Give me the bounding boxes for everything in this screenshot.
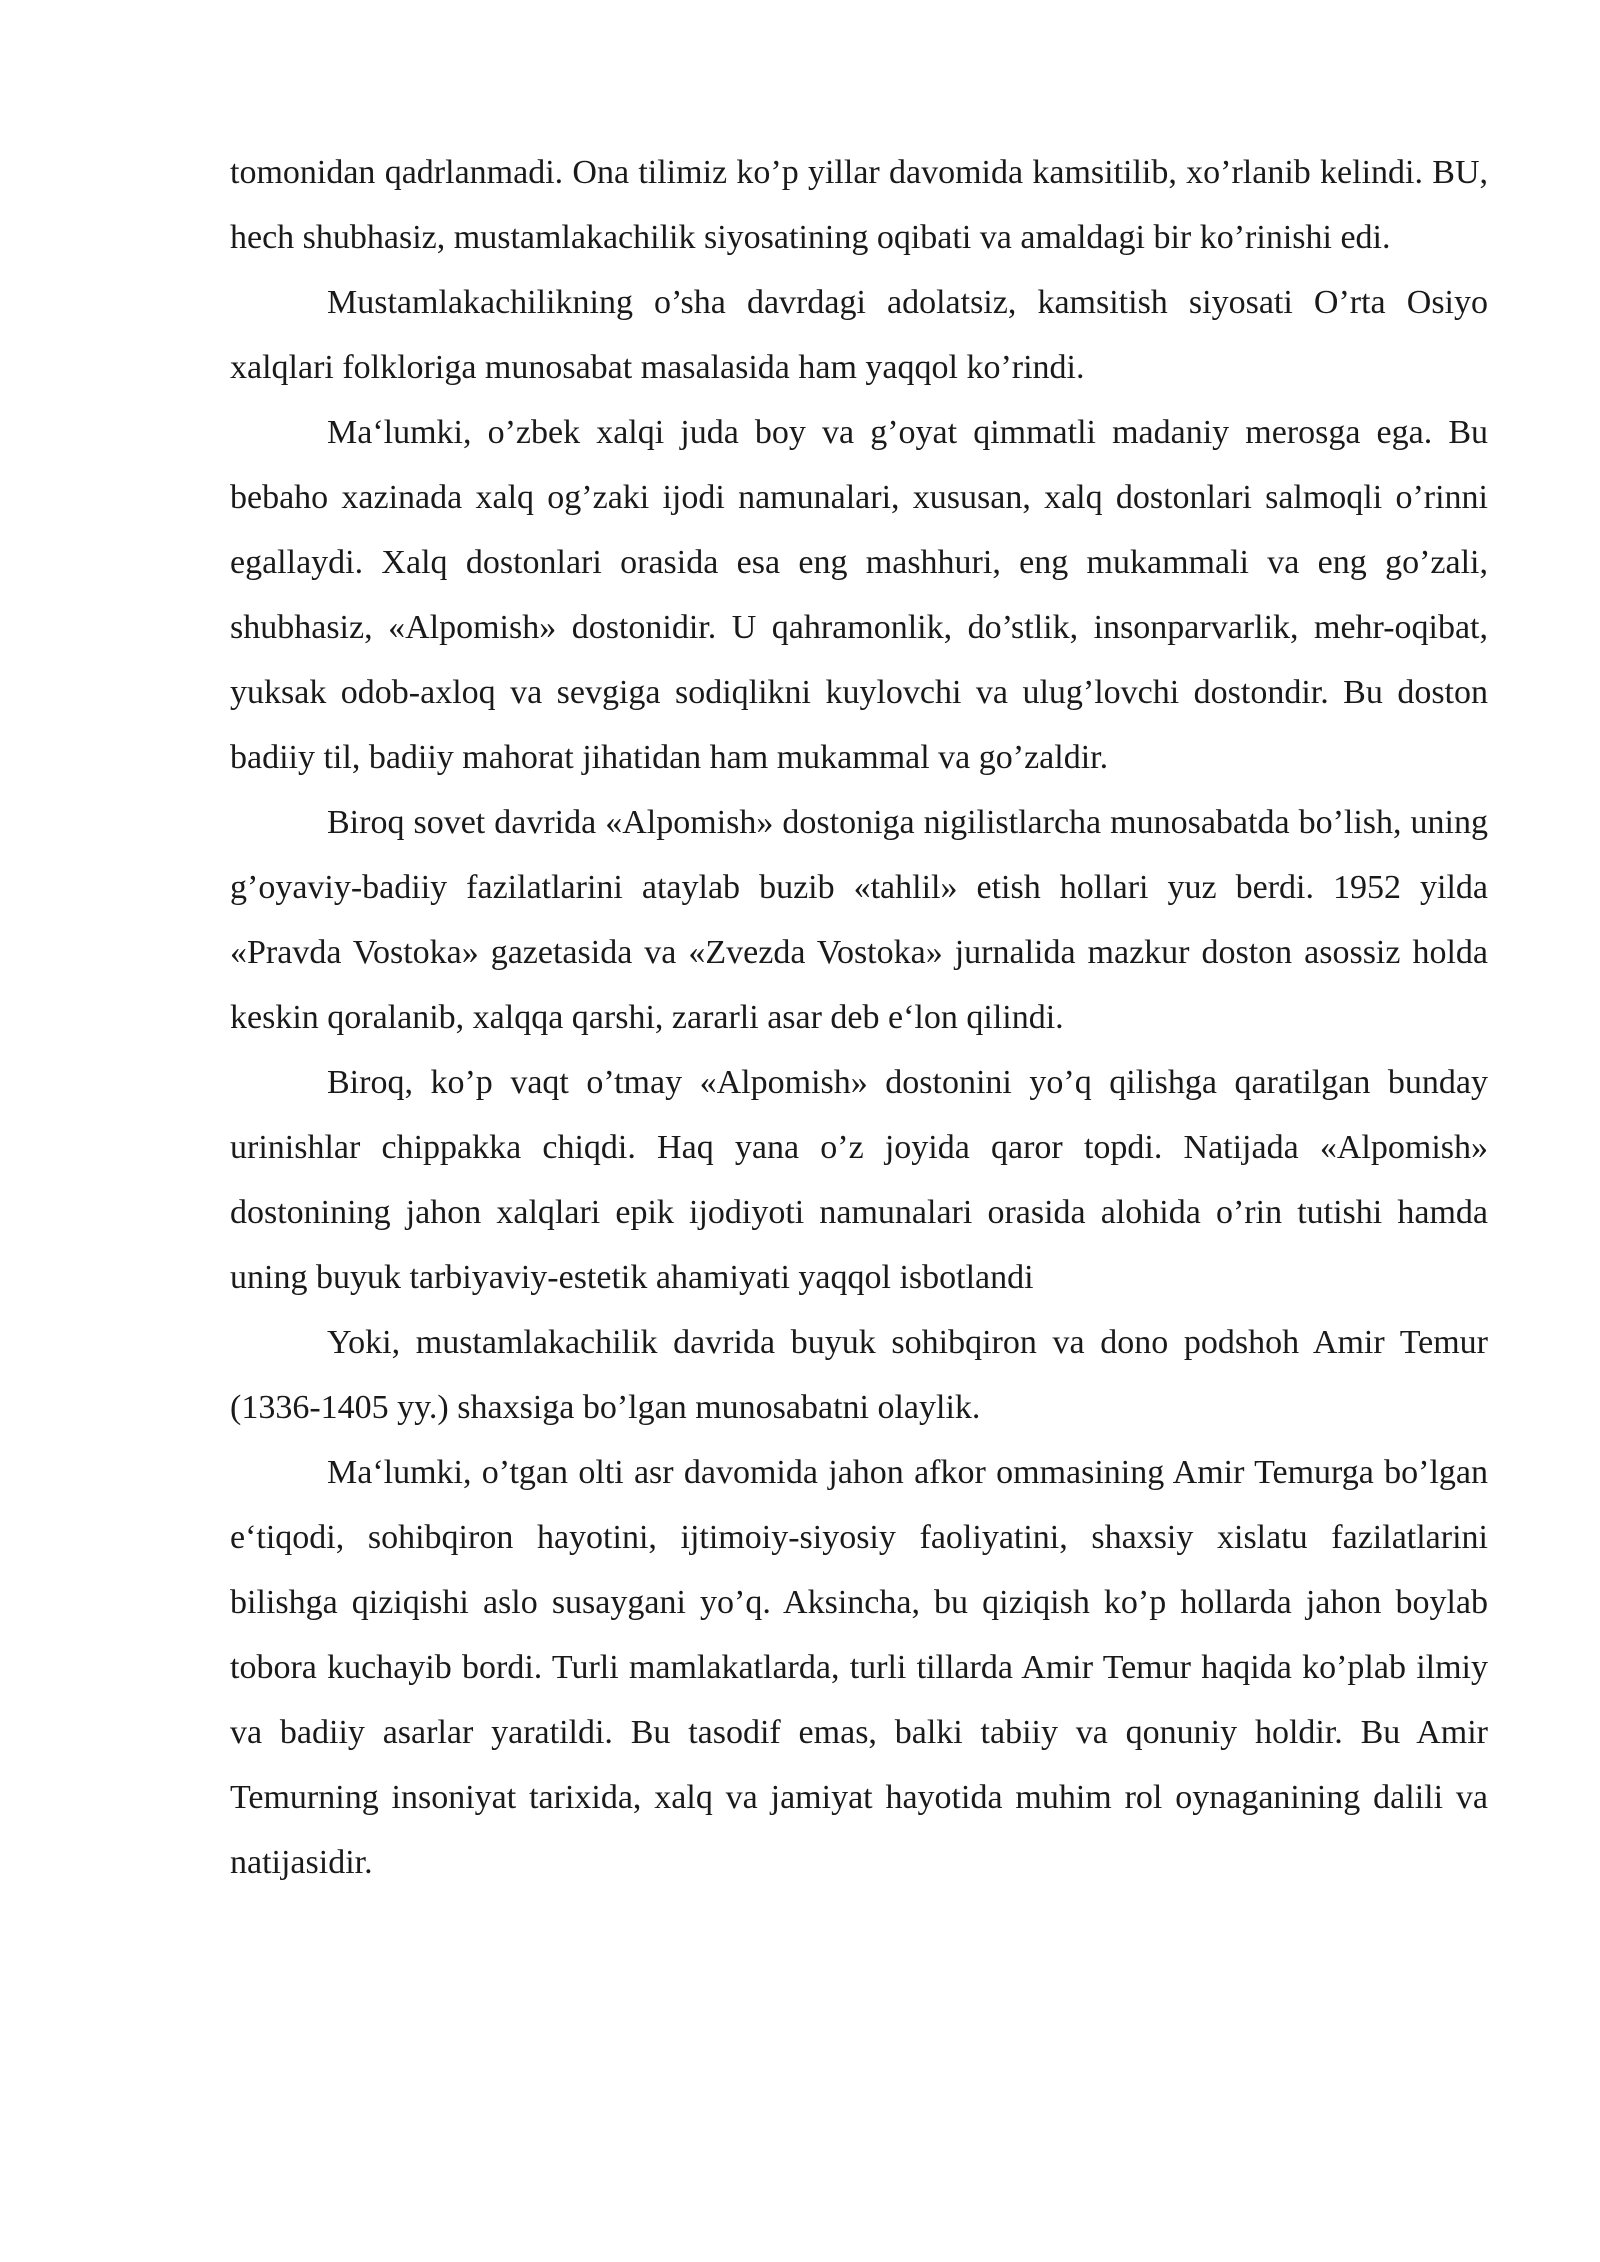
paragraph-amir-temur-legacy: Ma‘lumki, o’tgan olti asr davomida jahon afkor ommasining Amir Temurga bo’lgan e‘tiqodi, sohibqiron hayotini, ijtimoiy-siyosiy faoliyatini, shaxsiy xislatu fazilatlarini bilishga qiziqishi aslo susaygani yo’q. Aksincha, bu qiziqish ko’p hollarda jahon boylab tobora kuchayib bordi. Turli mamlakatlarda, turli tillarda Amir Temur haqida ko’plab ilmiy va badiiy asarlar yaratildi. Bu tasodif emas, balki tabiiy va qonuniy holdir. Bu Amir Temurning insoniyat tarixida, xalq va jamiyat hayotida muhim rol oynaganining dalili va natijasidir. [230,1454,1488,1881]
paragraph-alpomish-heritage: Ma‘lumki, o’zbek xalqi juda boy va g’oyat qimmatli madaniy merosga ega. Bu bebaho xazinada xalq og’zaki ijodi namunalari, xususan, xalq dostonlari salmoqli o’rinni egallaydi. Xalq dostonlari orasida esa eng mashhuri, eng mukammali va eng go’zali, shubhasiz, «Alpomish» dostonidir. U qahramonlik, do’stlik, insonparvarlik, mehr-oqibat, yuksak odob-axloq va sevgiga sodiqlikni kuylovchi va ulug’lovchi dostondir. Bu doston badiiy til, badiiy mahorat jihatidan ham mukammal va go’zaldir. [230,414,1488,776]
paragraph-amir-temur-intro: Yoki, mustamlakachilik davrida buyuk sohibqiron va dono podshoh Amir Temur (1336-1405 yy.) shaxsiga bo’lgan munosabatni olaylik. [230,1324,1488,1426]
document-page [230,140,1488,1895]
paragraph-restoration: Biroq, ko’p vaqt o’tmay «Alpomish» dostonini yo’q qilishga qaratilgan bunday urinishlar chippakka chiqdi. Haq yana o’z joyida qaror topdi. Natijada «Alpomish» dostonining jahon xalqlari epik ijodiyoti namunalari orasida alohida o’rin tutishi hamda uning buyuk tarbiyaviy-estetik ahamiyati yaqqol isbotlandi [230,1064,1488,1296]
paragraph-colonial-folklore: Mustamlakachilikning o’sha davrdagi adolatsiz, kamsitish siyosati O’rta Osiyo xalqlari folkloriga munosabat masalasida ham yaqqol ko’rindi. [230,284,1488,386]
paragraph-continuation: tomonidan qadrlanmadi. Ona tilimiz ko’p yillar davomida kamsitilib, xo’rlanib kelindi. BU, hech shubhasiz, mustamlakachilik siyosatining oqibati va amaldagi bir ko’rinishi edi. [230,154,1488,256]
paragraph-soviet-criticism: Biroq sovet davrida «Alpomish» dostoniga nigilistlarcha munosabatda bo’lish, uning g’oyaviy-badiiy fazilatlarini ataylab buzib «tahlil» etish hollari yuz berdi. 1952 yilda «Pravda Vostoka» gazetasida va «Zvezda Vostoka» jurnalida mazkur doston asossiz holda keskin qoralanib, xalqqa qarshi, zararli asar deb e‘lon qilindi. [230,804,1488,1036]
